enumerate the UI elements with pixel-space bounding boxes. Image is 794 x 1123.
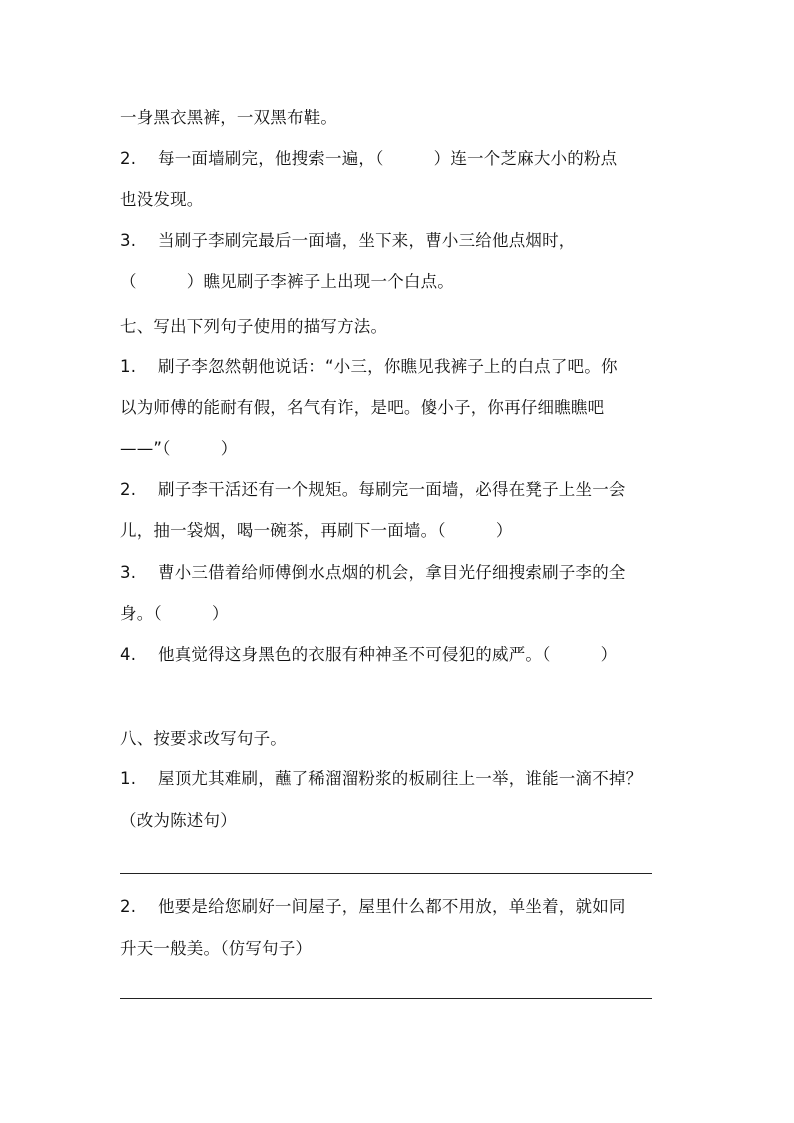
question-text: 曹小三借着给师傅倒水点烟的机会，拿目光仔细搜索刷子李的全 <box>158 563 626 582</box>
text-line-17: （改为陈述句） <box>120 811 237 830</box>
question-6-2 <box>120 148 680 170</box>
text-line-13: 身。（ ） <box>120 604 229 623</box>
question-text: 当刷子李刷完最后一面墙，坐下来，曹小三给他点烟时， <box>158 231 576 250</box>
question-7-2 <box>120 479 680 501</box>
question-number: 1. <box>120 769 137 788</box>
question-number: 3. <box>120 231 137 250</box>
question-number: 2. <box>120 480 137 499</box>
text-line-8: 以为师傅的能耐有假，名气有诈，是吧。傻小子，你再仔细瞧瞧吧 <box>120 398 605 417</box>
question-text: 刷子李干活还有一个规矩。每刷完一面墙，必得在凳子上坐一会 <box>158 480 626 499</box>
text-line-11: 儿，抽一袋烟，喝一碗茶，再刷下一面墙。（ ） <box>120 521 513 540</box>
answer-line-1[interactable] <box>120 873 652 874</box>
question-number: 1. <box>120 357 137 376</box>
question-text: 他要是给您刷好一间屋子，屋里什么都不用放，单坐着，就如同 <box>158 897 626 916</box>
text-line-1: 一身黑衣黑裤，一双黑布鞋。 <box>120 108 338 127</box>
question-number: 2. <box>120 149 137 168</box>
text-line-5: （ ）瞧见刷子李裤子上出现一个白点。 <box>120 272 454 291</box>
section-7-heading: 七、写出下列句子使用的描写方法。 <box>120 317 388 336</box>
question-7-4 <box>120 644 680 666</box>
text-line-3: 也没发现。 <box>120 190 204 209</box>
question-number: 4. <box>120 645 137 664</box>
question-text: 他真觉得这身黑色的衣服有种神圣不可侵犯的威严。（ ） <box>158 645 618 664</box>
question-text: 屋顶尤其难刷，蘸了稀溜溜粉浆的板刷往上一举，谁能一滴不掉？ <box>158 769 643 788</box>
question-6-3 <box>120 230 680 252</box>
question-number: 3. <box>120 563 137 582</box>
question-number: 2. <box>120 897 137 916</box>
text-line-9: ——”（ ） <box>120 439 238 458</box>
answer-line-2[interactable] <box>120 998 652 999</box>
question-7-1 <box>120 356 680 378</box>
question-text: 每一面墙刷完，他搜索一遍，（ ）连一个芝麻大小的粉点 <box>158 149 618 168</box>
section-8-heading: 八、按要求改写句子。 <box>120 729 287 748</box>
text-line-19: 升天一般美。（仿写句子） <box>120 939 313 958</box>
question-7-3 <box>120 562 680 584</box>
question-8-2 <box>120 896 680 918</box>
question-text: 刷子李忽然朝他说话：“小三，你瞧见我裤子上的白点了吧。你 <box>158 357 618 376</box>
question-8-1 <box>120 768 680 790</box>
